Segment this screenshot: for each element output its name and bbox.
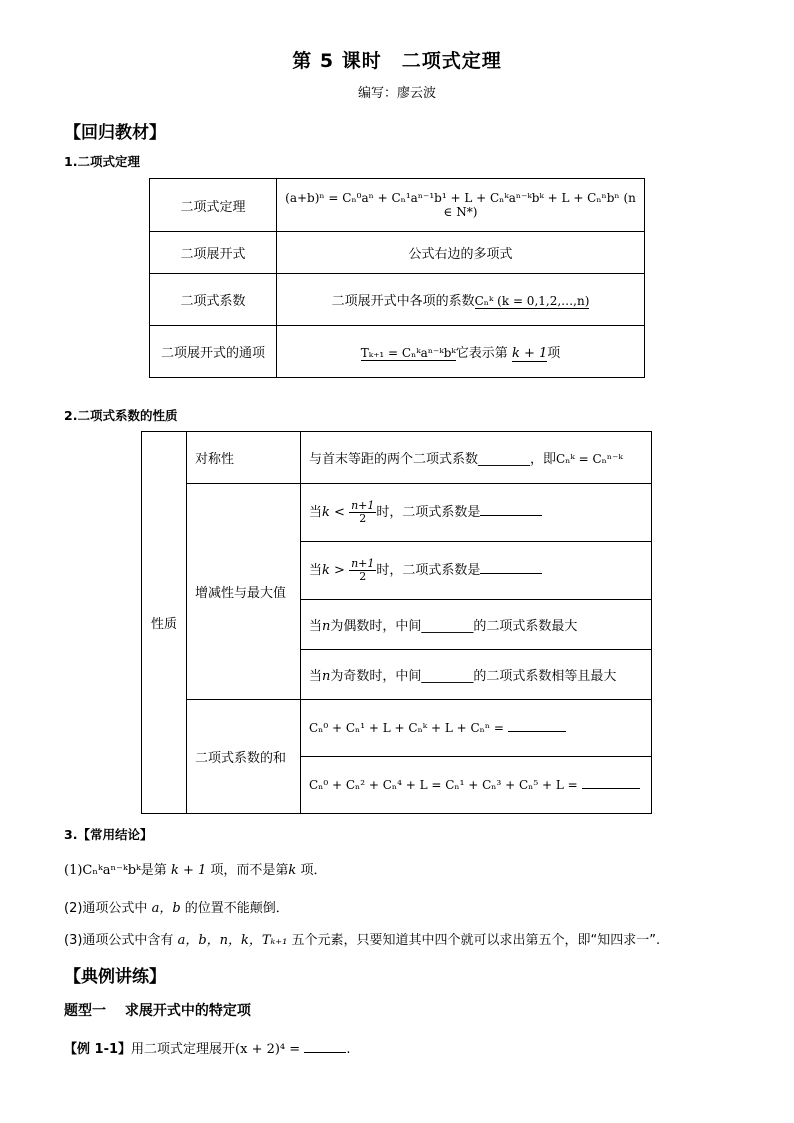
symmetry-text: 与首末等距的两个二项式系数________，即 [309,452,557,467]
sum-row-1 [301,700,652,757]
author-line: 编写：廖云波 [357,86,436,101]
c3-text-b: 五个元素，只要知道其中四个就可以求出第五个，即“知四求一”. [291,933,661,948]
symmetry-label: 对称性 [187,432,301,484]
mono-r3-suffix: 为偶数时，中间________的二项式系数最大 [330,619,578,634]
mono-r3-prefix: 当 [309,619,323,634]
c3-vars: a，b，n，k，Tₖ₊₁ [177,933,288,948]
monotonicity-row-2 [301,542,652,600]
general-term-text-a: 它表示第 [455,346,508,361]
row-label-general-term: 二项展开式的通项 [150,326,277,378]
c1-text-a: 是第 [140,863,167,878]
coefficient-formula: Cₙᵏ (k = 0,1,2,…,n) [474,294,590,308]
mono-r1-suffix: 时，二项式系数是 [376,505,481,520]
mono-r4-n: n [322,669,331,684]
mono-r1-numerator: n+1 [351,499,375,512]
page-title: 第 5 课时 二项式定理 [292,50,502,72]
general-term-formula: Tₖ₊₁ = Cₙᵏaⁿ⁻ᵏbᵏ [360,346,456,360]
example-blank [304,1052,346,1053]
section-heading-textbook: 【回归教材】 [64,123,166,143]
example-text: 用二项式定理展开 [131,1042,236,1057]
monotonicity-row-3 [301,600,652,650]
coefficient-text: 二项展开式中各项的系数 [331,294,475,309]
general-term-index: k + 1 [511,346,548,361]
example-1-1 [64,1038,350,1057]
subheading-binomial-theorem: 1.二项式定理 [64,154,140,169]
properties-column-label: 性质 [142,432,187,814]
general-term-definition [277,326,645,378]
mono-r2-numerator: n+1 [351,557,375,570]
mono-r4-prefix: 当 [309,669,323,684]
row-label-expansion: 二项展开式 [150,232,277,274]
mono-r2-blank [480,573,542,574]
mono-r3-n: n [322,619,331,634]
monotonicity-row-4 [301,650,652,700]
c1-index: k + 1 [170,863,207,878]
monotonicity-row-1 [301,484,652,542]
sum-row-2 [301,757,652,814]
expansion-definition: 公式右边的多项式 [277,232,645,274]
c1-text-b: 项，而不是第 [210,863,289,878]
sum-r1-blank [508,731,566,732]
c1-index-2: k [288,863,297,878]
mono-r2-suffix: 时，二项式系数是 [376,563,481,578]
monotonicity-label: 增减性与最大值 [187,484,301,700]
general-term-text-b: 项 [547,346,561,361]
mono-r2-fraction [349,558,376,583]
c1-text-c: 项． [300,863,327,878]
sum-r1-formula: Cₙ⁰ + Cₙ¹ + L + Cₙᵏ + L + Cₙⁿ = [309,720,504,735]
mono-r2-k: k > [322,563,345,578]
subheading-coefficient-properties: 2.二项式系数的性质 [64,408,178,423]
mono-r1-denominator: 2 [359,512,367,525]
c2-text-b: 的位置不能颠倒． [184,901,289,916]
example-label: 【例 1-1】 [64,1042,132,1057]
mono-r1-blank [480,515,542,516]
symmetry-cell [301,432,652,484]
mono-r1-k: k < [322,505,345,520]
c2-vars: a，b [151,901,181,916]
symmetry-formula: Cₙᵏ = Cₙⁿ⁻ᵏ [556,452,623,466]
row-label-theorem: 二项式定理 [150,179,277,232]
coefficient-properties-table [141,431,652,814]
c1-formula: (1)Cₙᵏaⁿ⁻ᵏbᵏ [64,863,141,878]
c3-text-a: (3)通项公式中含有 [64,933,174,948]
mono-r2-prefix: 当 [309,563,323,578]
conclusion-2 [64,897,289,916]
mono-r1-fraction [349,500,376,525]
sum-label: 二项式系数的和 [187,700,301,814]
conclusion-1 [64,859,326,878]
subheading-common-conclusions: 3.【常用结论】 [64,827,153,842]
mono-r1-prefix: 当 [309,505,323,520]
binomial-theorem-table [149,178,645,378]
section-heading-examples: 【典例讲练】 [64,967,166,987]
topic-heading: 题型一 求展开式中的特定项 [64,1003,251,1019]
theorem-formula: (a+b)ⁿ = Cₙ⁰aⁿ + Cₙ¹aⁿ⁻¹b¹ + L + Cₙᵏaⁿ⁻ᵏbᵏ + L + Cₙⁿbⁿ (n ∈ N*) [277,179,645,232]
c2-text-a: (2)通项公式中 [64,901,148,916]
row-label-coefficient: 二项式系数 [150,274,277,326]
conclusion-3 [64,929,660,948]
example-formula: (x + 2)⁴ = [235,1042,301,1057]
sum-r2-formula: Cₙ⁰ + Cₙ² + Cₙ⁴ + L = Cₙ¹ + Cₙ³ + Cₙ⁵ + L = [309,777,578,792]
sum-r2-blank [582,788,640,789]
coefficient-definition [277,274,645,326]
mono-r4-suffix: 为奇数时，中间________的二项式系数相等且最大 [330,669,617,684]
example-end: . [346,1042,351,1057]
mono-r2-denominator: 2 [359,570,367,583]
